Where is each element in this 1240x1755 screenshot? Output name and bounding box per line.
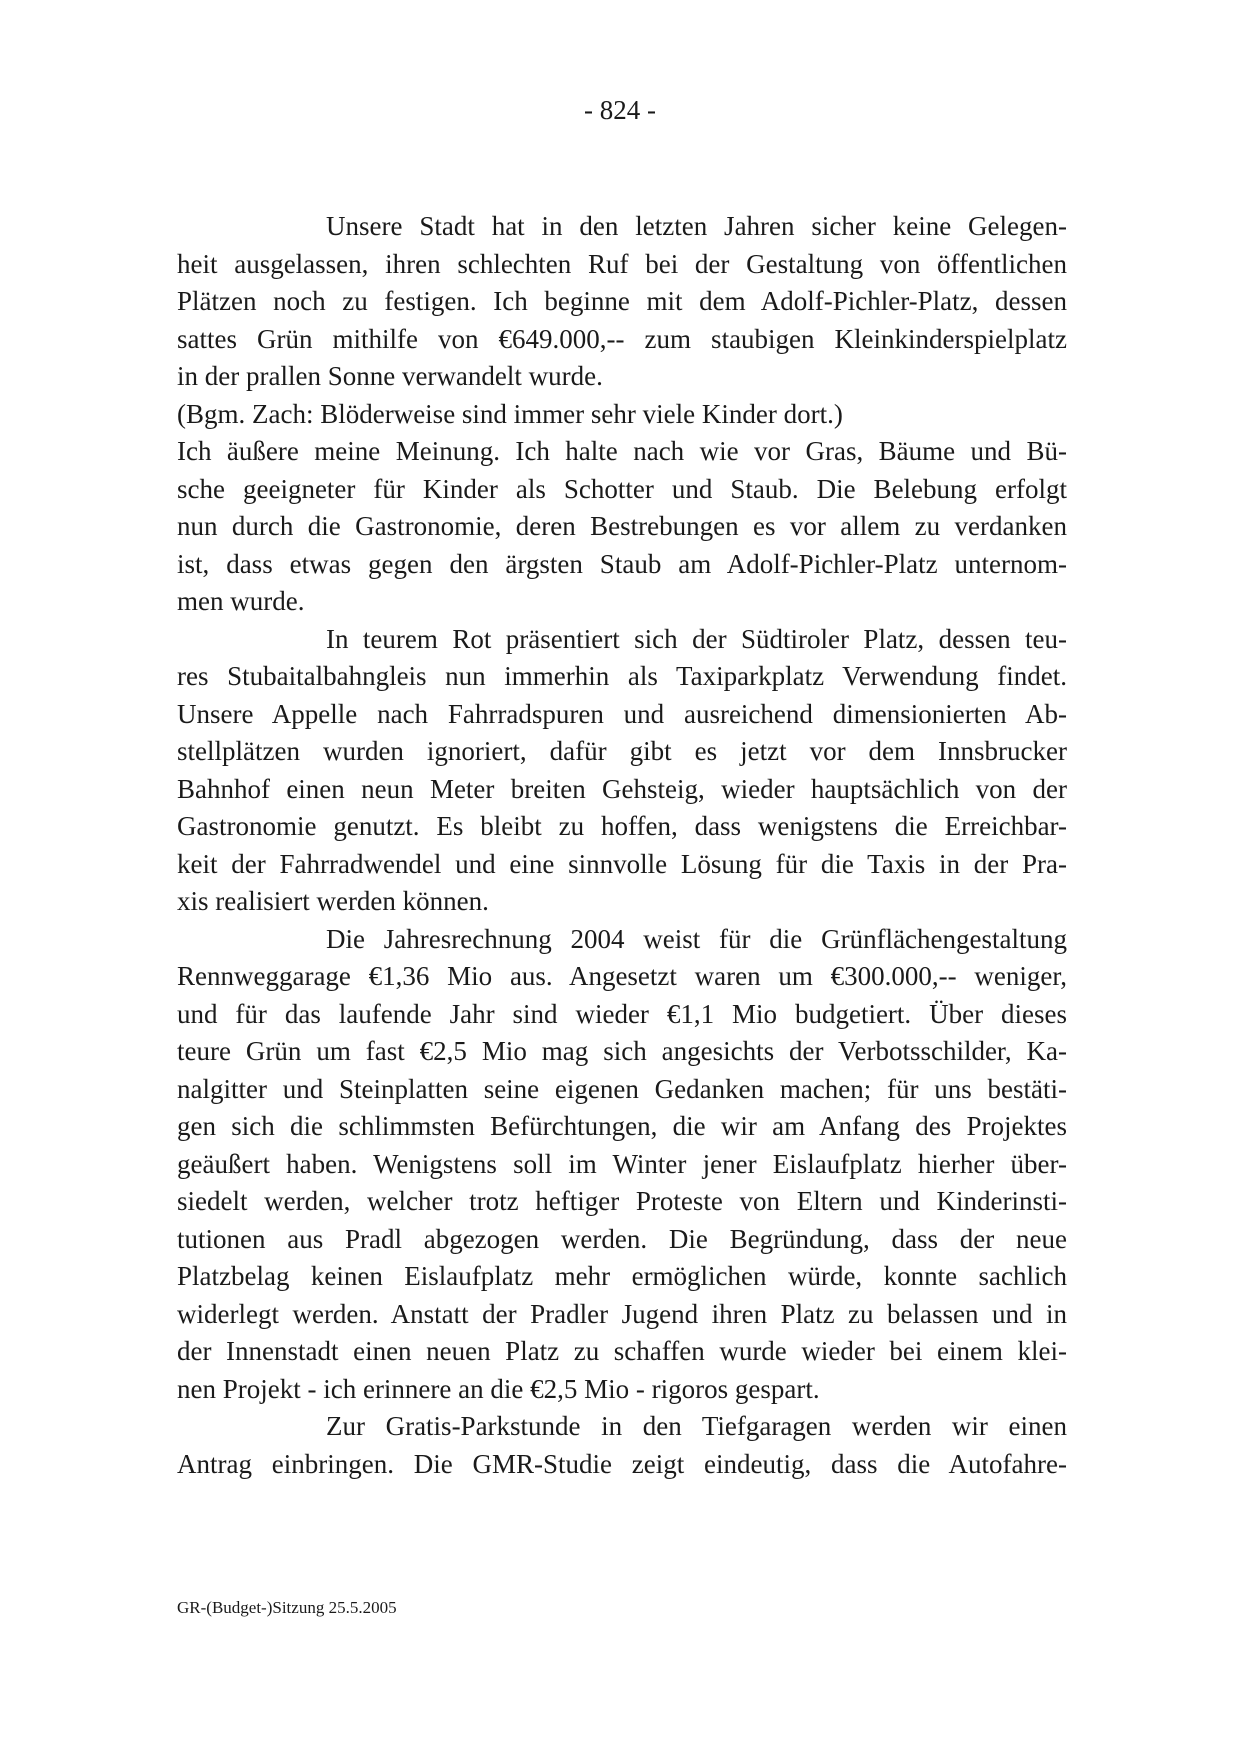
page-number: - 824 - bbox=[584, 95, 656, 125]
text-line: und für das laufende Jahr sind wieder €1,1 Mio budgetiert. Über dieses bbox=[177, 998, 1067, 1029]
text-line: geäußert haben. Wenigstens soll im Winter jener Eislaufplatz hierher über- bbox=[177, 1148, 1067, 1179]
text-line: keit der Fahrradwendel und eine sinnvolle Lösung für die Taxis in der Pra- bbox=[177, 848, 1067, 879]
text-line: sattes Grün mithilfe von €649.000,-- zum staubigen Kleinkinderspielplatz bbox=[177, 323, 1067, 354]
text-line: nen Projekt - ich erinnere an die €2,5 Mio - rigoros gespart. bbox=[177, 1373, 820, 1404]
text-line: teure Grün um fast €2,5 Mio mag sich angesichts der Verbotsschilder, Ka- bbox=[177, 1036, 1067, 1066]
text-line: Gastronomie genutzt. Es bleibt zu hoffen, dass wenigstens die Erreichbar- bbox=[177, 811, 1067, 841]
text-line: Antrag einbringen. Die GMR-Studie zeigt eindeutig, dass die Autofahre- bbox=[177, 1448, 1067, 1479]
footer-session-label: GR-(Budget-)Sitzung 25.5.2005 bbox=[177, 1598, 397, 1617]
text-line: Plätzen noch zu festigen. Ich beginne mit dem Adolf-Pichler-Platz, dessen bbox=[177, 286, 1067, 316]
text-line: widerlegt werden. Anstatt der Pradler Jugend ihren Platz zu belassen und in bbox=[177, 1298, 1067, 1329]
text-line: In teurem Rot präsentiert sich der Südtiroler Platz, dessen teu- bbox=[326, 623, 1067, 654]
text-line: men wurde. bbox=[177, 586, 305, 616]
text-line: (Bgm. Zach: Blöderweise sind immer sehr viele Kinder dort.) bbox=[177, 398, 843, 429]
text-line: tutionen aus Pradl abgezogen werden. Die Begründung, dass der neue bbox=[177, 1223, 1067, 1254]
text-line: nun durch die Gastronomie, deren Bestrebungen es vor allem zu verdanken bbox=[177, 511, 1067, 541]
text-line: Ich äußere meine Meinung. Ich halte nach wie vor Gras, Bäume und Bü- bbox=[177, 436, 1067, 466]
text-line: der Innenstadt einen neuen Platz zu schaffen wurde wieder bei einem klei- bbox=[177, 1336, 1067, 1366]
text-line: Zur Gratis-Parkstunde in den Tiefgaragen werden wir einen bbox=[326, 1411, 1067, 1441]
text-line: Unsere Stadt hat in den letzten Jahren sicher keine Gelegen- bbox=[326, 211, 1067, 241]
body-text bbox=[177, 208, 1067, 1483]
text-line: sche geeigneter für Kinder als Schotter und Staub. Die Belebung erfolgt bbox=[177, 473, 1067, 504]
text-line: Die Jahresrechnung 2004 weist für die Grünflächengestaltung bbox=[326, 923, 1067, 954]
text-line: stellplätzen wurden ignoriert, dafür gibt es jetzt vor dem Innsbrucker bbox=[177, 736, 1067, 766]
text-line: in der prallen Sonne verwandelt wurde. bbox=[177, 361, 603, 391]
text-line: siedelt werden, welcher trotz heftiger Proteste von Eltern und Kinderinsti- bbox=[177, 1186, 1067, 1216]
text-line: xis realisiert werden können. bbox=[177, 886, 489, 916]
text-line: Rennweggarage €1,36 Mio aus. Angesetzt waren um €300.000,-- weniger, bbox=[177, 961, 1067, 991]
text-line: gen sich die schlimmsten Befürchtungen, die wir am Anfang des Projektes bbox=[177, 1111, 1067, 1141]
text-line: Bahnhof einen neun Meter breiten Gehsteig, wieder hauptsächlich von der bbox=[177, 773, 1067, 804]
text-line: Platzbelag keinen Eislaufplatz mehr ermöglichen würde, konnte sachlich bbox=[177, 1261, 1067, 1291]
text-line: Unsere Appelle nach Fahrradspuren und ausreichend dimensionierten Ab- bbox=[177, 698, 1067, 729]
text-line: heit ausgelassen, ihren schlechten Ruf bei der Gestaltung von öffentlichen bbox=[177, 248, 1067, 279]
text-line: ist, dass etwas gegen den ärgsten Staub am Adolf-Pichler-Platz unternom- bbox=[177, 548, 1067, 579]
text-line: nalgitter und Steinplatten seine eigenen Gedanken machen; für uns bestäti- bbox=[177, 1073, 1067, 1104]
text-line: res Stubaitalbahngleis nun immerhin als Taxiparkplatz Verwendung findet. bbox=[177, 661, 1067, 691]
